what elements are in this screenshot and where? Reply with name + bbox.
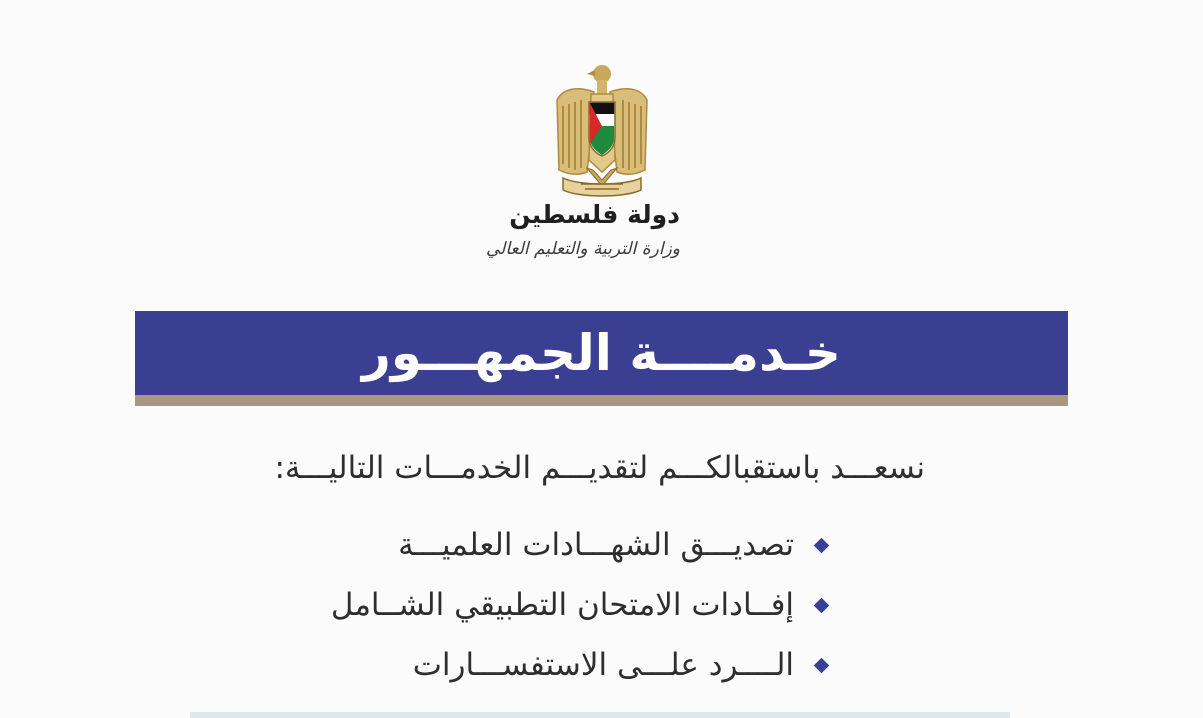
services-list	[330, 515, 835, 695]
banner-title: خـدمــــة الجمهـــور	[362, 324, 841, 382]
service-label: تصديـــق الشهـــادات العلميـــة	[398, 527, 794, 563]
service-label: إفــادات الامتحان التطبيقي الشــامل	[330, 587, 794, 623]
service-label: الــــرد علـــى الاستفســـارات	[412, 647, 794, 683]
banner-underline	[135, 395, 1068, 406]
org-name: دولة فلسطين	[509, 200, 680, 229]
ministry-name: وزارة التربية والتعليم العالي	[485, 239, 680, 259]
diamond-bullet-icon	[814, 597, 830, 613]
bottom-divider	[190, 712, 1010, 718]
diamond-bullet-icon	[814, 657, 830, 673]
intro-text: نسعـــد باستقبالكـــم لتقديـــم الخدمـــات التاليـــة:	[274, 450, 925, 486]
list-item	[330, 575, 835, 635]
list-item	[330, 635, 835, 695]
list-item	[330, 515, 835, 575]
diamond-bullet-icon	[814, 537, 830, 553]
palestine-coat-of-arms-icon	[549, 60, 655, 200]
